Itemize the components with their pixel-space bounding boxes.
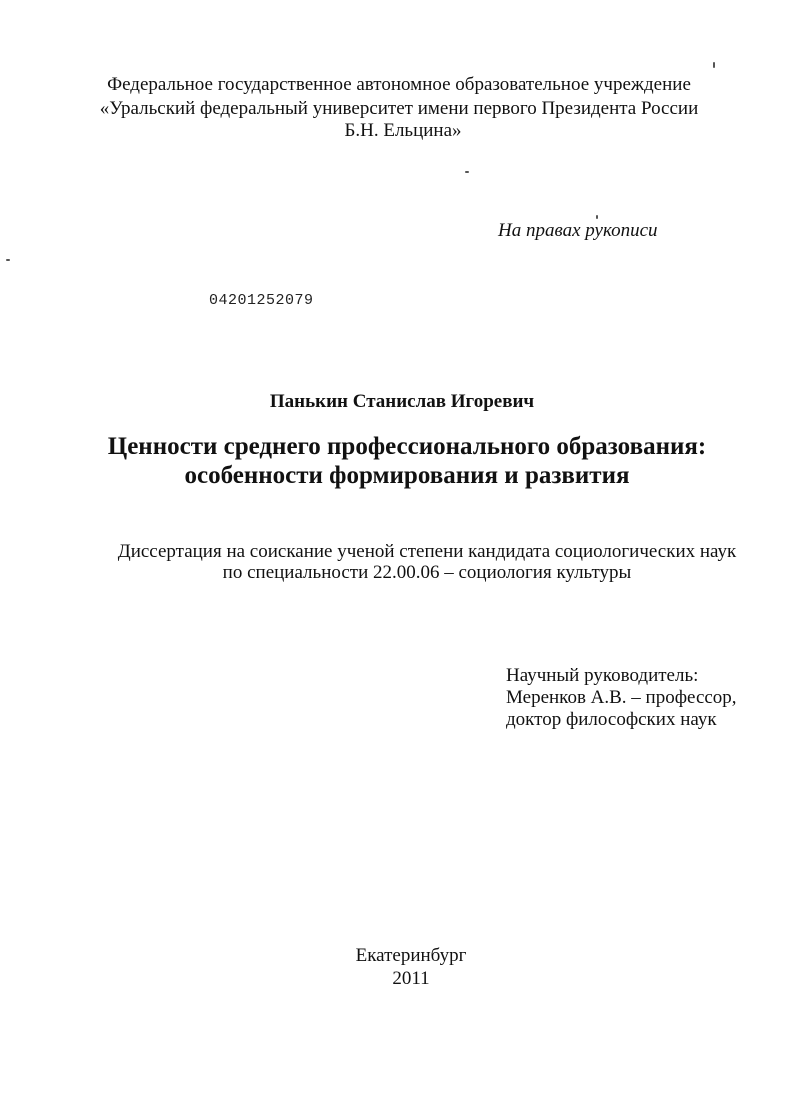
supervisor-name: Меренков А.В. – профессор, <box>506 687 737 708</box>
dissertation-description-line-2: по специальности 22.00.06 – социология культуры <box>222 562 632 583</box>
supervisor-degree: доктор философских наук <box>506 709 717 730</box>
manuscript-note: На правах рукописи <box>498 220 658 241</box>
dissertation-title-line-1: Ценности среднего профессионального образования: <box>107 433 707 460</box>
year: 2011 <box>392 968 430 989</box>
scan-speck <box>596 215 598 219</box>
institution-line-1: Федеральное государственное автономное образовательное учреждение <box>107 74 691 95</box>
city: Екатеринбург <box>355 945 467 966</box>
scan-speck <box>713 62 715 68</box>
serial-number: 04201252079 <box>209 292 314 309</box>
author-name: Панькин Станислав Игоревич <box>269 391 535 412</box>
scan-speck <box>6 259 10 261</box>
dissertation-description-line-1: Диссертация на соискание ученой степени кандидата социологических наук <box>117 541 737 562</box>
supervisor-label: Научный руководитель: <box>506 665 699 686</box>
institution-line-3: Б.Н. Ельцина» <box>344 120 462 141</box>
dissertation-title-line-2: особенности формирования и развития <box>184 462 630 489</box>
scan-speck <box>465 171 469 173</box>
institution-line-2: «Уральский федеральный университет имени первого Президента России <box>99 98 699 119</box>
